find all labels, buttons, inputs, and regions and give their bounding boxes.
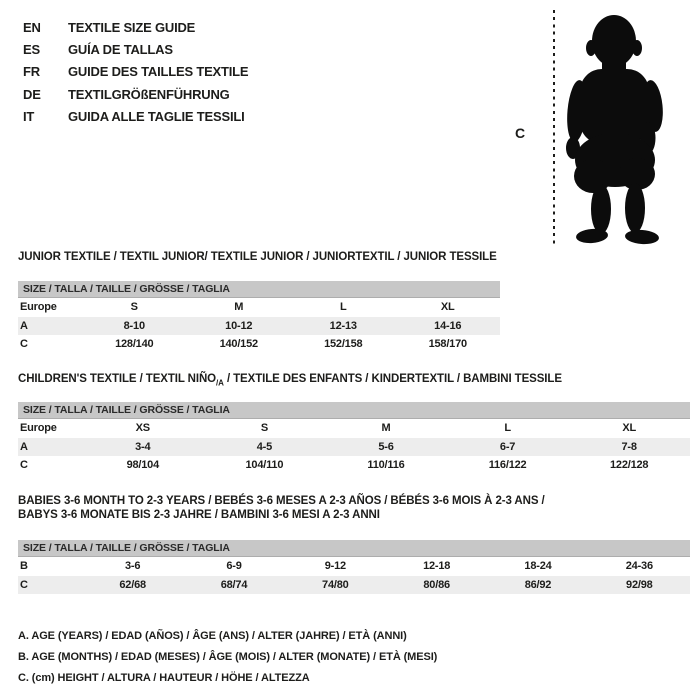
title-subscript: /A [216, 378, 224, 388]
size-cell: M [234, 301, 244, 314]
age-cell: 6-9 [226, 560, 242, 573]
age-cell: 5-6 [378, 440, 394, 453]
section-title-line1: BABIES 3-6 MONTH TO 2-3 YEARS / BEBÉS 3-6 MESES A 2-3 AÑOS / BÉBÉS 3-6 MOIS À 2-3 ANS / [18, 495, 545, 507]
size-cell: S [130, 301, 138, 314]
table-row-height [18, 456, 690, 475]
height-cell: 86/92 [524, 578, 552, 591]
age-cell: 6-7 [499, 440, 516, 453]
height-cell: 128/140 [115, 338, 154, 351]
title-text: CHILDREN'S TEXTILE / TEXTIL NIÑO [18, 373, 217, 385]
age-cell: 8-10 [123, 319, 145, 332]
section-title: JUNIOR TEXTILE / TEXTIL JUNIOR/ TEXTILE JUNIOR / JUNIORTEXTIL / JUNIOR TESSILE [18, 251, 497, 263]
title-text: / TEXTILE DES ENFANTS / KINDERTEXTIL / BAMBINI TESSILE [223, 373, 562, 385]
row-label: A [20, 319, 28, 332]
height-measure-label: C [515, 125, 526, 141]
section-title-line2: BABYS 3-6 MONATE BIS 2-3 JAHRE / BAMBINI 3-6 MESI A 2-3 ANNI [18, 509, 380, 521]
row-label: Europe [20, 301, 57, 314]
language-row [23, 83, 248, 105]
age-cell: 3-4 [135, 440, 151, 453]
table-row-age [18, 317, 500, 336]
language-label: GUIDE DES TAILLES TEXTILE [68, 64, 249, 80]
size-cell: L [339, 301, 347, 314]
section-title [18, 372, 690, 386]
row-label: B [20, 560, 28, 573]
row-label: Europe [20, 422, 57, 435]
row-label: C [20, 578, 28, 591]
age-cell: 4-5 [256, 440, 273, 453]
language-code: DE [23, 86, 41, 102]
height-cell: 110/116 [367, 459, 405, 472]
height-cell: 158/170 [428, 338, 467, 351]
row-label: C [20, 459, 28, 472]
table-row-europe [18, 419, 690, 438]
height-cell: 152/158 [324, 338, 363, 351]
age-cell: 12-13 [329, 319, 357, 332]
footnote-height: C. (cm) HEIGHT / ALTURA / HAUTEUR / HÖHE / ALTEZZA [18, 672, 310, 684]
language-label: TEXTILE SIZE GUIDE [68, 19, 196, 35]
footnote-age-months: B. AGE (MONTHS) / EDAD (MESES) / ÂGE (MOIS) / ALTER (MONATE) / ETÀ (MESI) [18, 651, 438, 663]
language-label: GUÍA DE TALLAS [68, 41, 173, 57]
height-cell: 104/110 [245, 459, 284, 472]
babies-textile-section [18, 494, 690, 594]
size-cell: M [381, 422, 391, 435]
age-cell: 12-18 [423, 560, 451, 573]
size-cell: S [260, 422, 268, 435]
table-row-height [18, 335, 500, 354]
toddler-silhouette-icon [563, 8, 669, 246]
size-header-bar: SIZE / TALLA / TAILLE / GRÖSSE / TAGLIA [18, 540, 690, 557]
size-header-bar: SIZE / TALLA / TAILLE / GRÖSSE / TAGLIA [18, 281, 500, 298]
age-cell: 24-36 [625, 560, 653, 573]
height-cell: 122/128 [609, 459, 649, 472]
height-cell: 116/122 [488, 459, 527, 472]
row-label: A [20, 440, 28, 453]
height-cell: 62/68 [119, 578, 146, 591]
age-cell: 10-12 [225, 319, 253, 332]
language-code: FR [23, 64, 40, 80]
age-cell: 3-6 [125, 560, 141, 573]
table-row-height [18, 576, 690, 595]
age-cell: 14-16 [434, 319, 462, 332]
row-label: C [20, 338, 28, 351]
language-label: GUIDA ALLE TAGLIE TESSILI [68, 108, 245, 124]
height-cell: 80/86 [423, 578, 450, 591]
footnote-age-years: A. AGE (YEARS) / EDAD (AÑOS) / ÂGE (ANS) / ALTER (JAHRE) / ETÀ (ANNI) [18, 630, 407, 642]
language-row [23, 105, 248, 127]
height-cell: 74/80 [322, 578, 349, 591]
size-cell: XL [440, 301, 455, 314]
language-code: EN [23, 19, 41, 35]
size-table [18, 298, 500, 354]
language-code: IT [23, 108, 35, 124]
age-cell: 9-12 [324, 560, 346, 573]
language-code: ES [23, 41, 40, 57]
age-cell: 7-8 [621, 440, 637, 453]
age-cell: 18-24 [524, 560, 552, 573]
language-label: TEXTILGRÖßENFÜHRUNG [68, 86, 230, 102]
language-list [23, 16, 248, 127]
language-row [23, 16, 248, 38]
height-cell: 68/74 [220, 578, 248, 591]
size-cell: XS [135, 422, 150, 435]
size-header-bar: SIZE / TALLA / TAILLE / GRÖSSE / TAGLIA [18, 402, 690, 419]
table-row-age [18, 438, 690, 457]
childrens-textile-section [18, 372, 690, 475]
height-measure-dotted-line [553, 10, 555, 246]
table-row-europe [18, 298, 500, 317]
junior-textile-section [18, 250, 500, 354]
size-table [18, 419, 690, 475]
table-row-age-months [18, 557, 690, 576]
language-row [23, 61, 248, 83]
height-cell: 140/152 [219, 338, 258, 351]
height-cell: 92/98 [626, 578, 653, 591]
height-cell: 98/104 [126, 459, 160, 472]
footnotes [18, 626, 437, 689]
size-cell: L [504, 422, 511, 435]
size-cell: XL [622, 422, 636, 435]
size-table [18, 557, 690, 594]
language-row [23, 38, 248, 60]
